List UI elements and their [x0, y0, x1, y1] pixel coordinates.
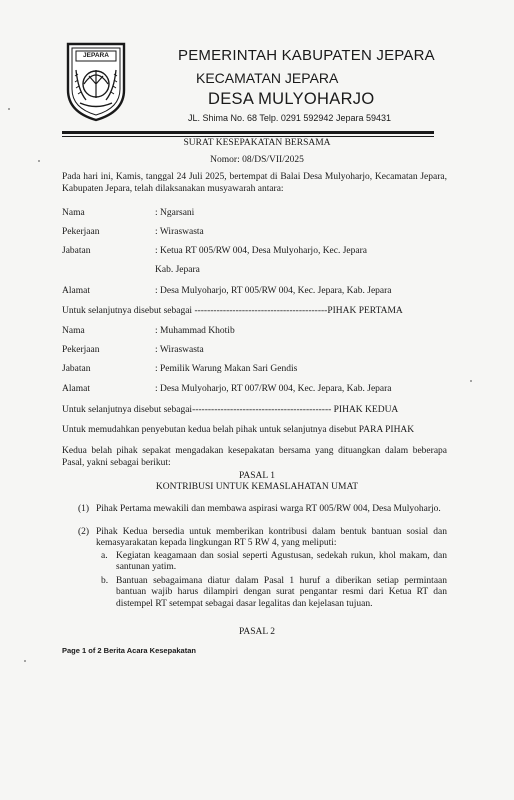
document-title: SURAT KESEPAKATAN BERSAMA — [183, 138, 331, 148]
scan-speck — [24, 660, 26, 662]
pasal1-sub-a-label: a. — [101, 551, 108, 561]
page-footer — [62, 646, 196, 655]
party1-alamat-value: : Desa Mulyoharjo, RT 005/RW 004, Kec. Jepara, Kab. Jepara — [155, 286, 392, 296]
pasal1-sub-b-text: Bantuan sebagaimana diatur dalam Pasal 1 huruf a diberikan setiap permintaan bantuan wajib harus dilampiri dengan surat pengantar resmi dari Ketua RT dan distempel RT setempat sebagai dasar legalitas dan kejelasan tujuan. — [116, 576, 447, 609]
party2-alamat-label: Alamat — [62, 384, 90, 394]
party1-nama-value: : Ngarsani — [155, 208, 195, 218]
party1-designation: Untuk selanjutnya disebut sebagai ------------------------------------------PIHAK PERTAMA — [62, 306, 403, 316]
letterhead-address: JL. Shima No. 68 Telp. 0291 592942 Jepara 59431 — [188, 113, 391, 123]
party2-nama-value: : Muhammad Khotib — [155, 326, 235, 336]
party2-designation: Untuk selanjutnya disebut sebagai-------------------------------------------- PIHAK KEDUA — [62, 405, 399, 415]
pasal2-heading: PASAL 2 — [239, 627, 275, 637]
intro-paragraph: Pada hari ini, Kamis, tanggal 24 Juli 2025, bertempat di Balai Desa Mulyoharjo, Kecamatan Jepara, Kabupaten Jepara, telah dilaksanakan musyawarah antara: — [62, 172, 447, 194]
party1-jabatan-label: Jabatan — [62, 246, 91, 256]
pasal1-item2-number: (2) — [78, 527, 90, 537]
pasal1-item2-text: Pihak Kedua bersedia untuk memberikan kontribusi dalam bentuk bantuan sosial dan kemasyarakatan kepada lingkungan RT 5 RW 4, yang meliputi: — [96, 527, 447, 549]
party2-nama-label: Nama — [62, 326, 85, 336]
party1-alamat-label: Alamat — [62, 286, 90, 296]
party1-pekerjaan-label: Pekerjaan — [62, 227, 100, 237]
letterhead-village: DESA MULYOHARJO — [208, 90, 375, 108]
party1-nama-label: Nama — [62, 208, 85, 218]
pasal1-item1-number: (1) — [78, 504, 90, 514]
pasal1-sub-a-text: Kegiatan keagamaan dan sosial seperti Agustusan, sedekah rukun, khol makam, dan santunan yatim. — [116, 551, 447, 573]
jepara-regency-logo — [62, 40, 130, 122]
pasal1-subheading: KONTRIBUSI UNTUK KEMASLAHATAN UMAT — [155, 482, 359, 492]
party1-pekerjaan-value: : Wiraswasta — [155, 227, 204, 237]
party2-pekerjaan-label: Pekerjaan — [62, 345, 100, 355]
letterhead-government: PEMERINTAH KABUPATEN JEPARA — [178, 47, 435, 64]
party1-jabatan-value: : Ketua RT 005/RW 004, Desa Mulyoharjo, Kec. Jepara — [155, 246, 367, 256]
logo-text: JEPARA — [83, 52, 109, 59]
page-footer-text: Page 1 of 2 Berita Acara Kesepakatan — [62, 646, 196, 655]
pasal1-item1-text: Pihak Pertama mewakili dan membawa aspirasi warga RT 005/RW 004, Desa Mulyoharjo. — [96, 504, 441, 514]
agreement-paragraph: Kedua belah pihak sepakat mengadakan kesepakatan bersama yang dituangkan dalam beberapa Pasal, yakni sebagai berikut: — [62, 446, 447, 468]
scan-speck — [470, 380, 472, 382]
party2-jabatan-label: Jabatan — [62, 364, 91, 374]
party2-pekerjaan-value: : Wiraswasta — [155, 345, 204, 355]
document-number: Nomor: 08/DS/VII/2025 — [210, 155, 304, 165]
party2-jabatan-value: : Pemilik Warung Makan Sari Gendis — [155, 364, 298, 374]
pasal1-heading: PASAL 1 — [239, 471, 275, 481]
party2-alamat-value: : Desa Mulyoharjo, RT 007/RW 004, Kec. Jepara, Kab. Jepara — [155, 384, 392, 394]
pasal1-sub-b-label: b. — [101, 576, 109, 586]
party1-jabatan-continued: Kab. Jepara — [155, 265, 200, 275]
scan-speck — [38, 160, 40, 162]
letterhead-rule-thin — [62, 136, 434, 137]
scan-speck — [8, 108, 10, 110]
letterhead-rule-thick — [62, 131, 434, 134]
para-pihak-statement: Untuk memudahkan penyebutan kedua belah pihak untuk selanjutnya disebut PARA PIHAK — [62, 425, 415, 435]
letterhead-district: KECAMATAN JEPARA — [196, 70, 339, 86]
